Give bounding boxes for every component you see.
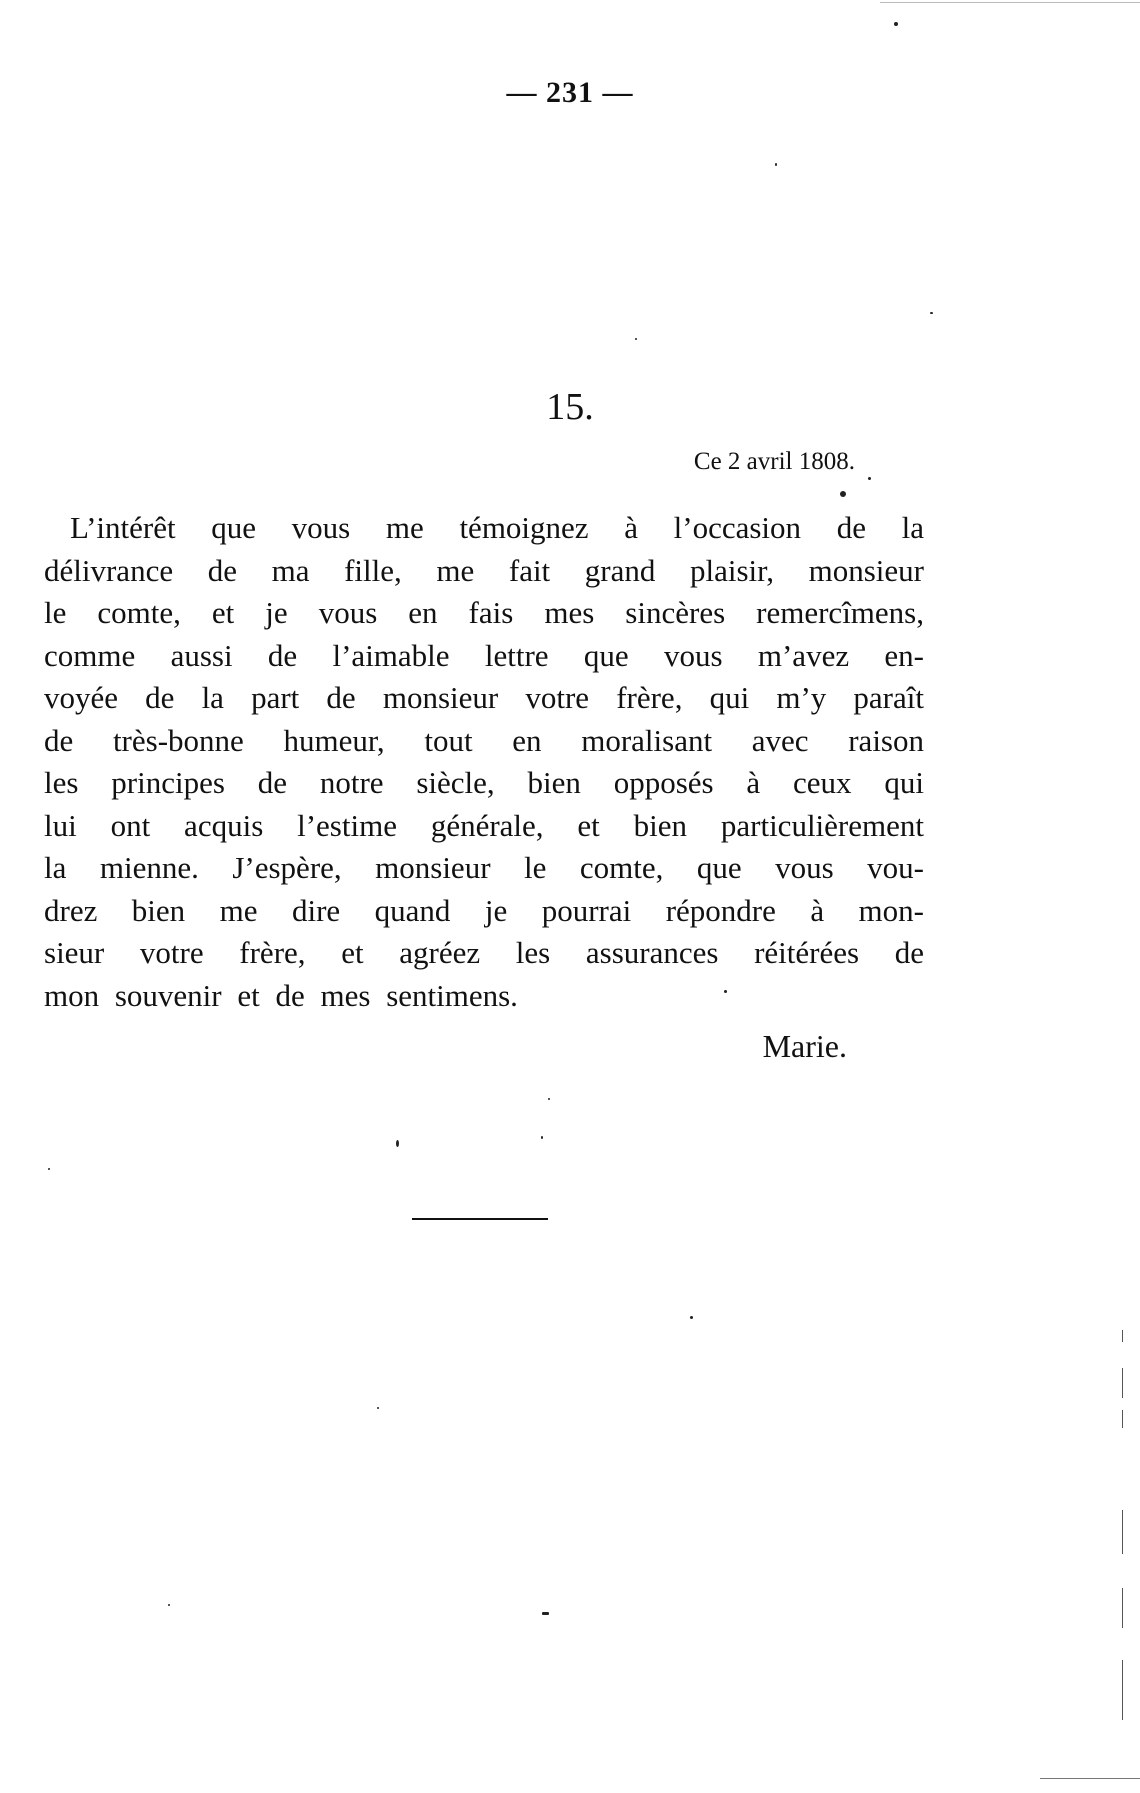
scan-speck — [548, 1098, 550, 1100]
scan-speck — [930, 312, 933, 314]
letter-line: les principes de notre siècle, bien opposés à ceux qui — [44, 765, 924, 800]
page-edge-mark — [1122, 1330, 1123, 1342]
letter-line: mon souvenir et de mes sentimens. — [44, 977, 518, 1013]
letter-line: la mienne. J’espère, monsieur le comte, que vous vou- — [44, 850, 924, 885]
scan-speck — [635, 338, 637, 340]
section-divider — [412, 1218, 548, 1220]
scan-speck — [775, 163, 777, 166]
scan-speck — [724, 990, 727, 993]
page-edge-mark — [1122, 1410, 1123, 1428]
page-edge-mark — [1122, 1368, 1123, 1398]
page-edge-mark — [1122, 1660, 1123, 1720]
page-edge-mark — [1040, 1778, 1140, 1779]
scan-speck — [840, 491, 846, 497]
scan-speck — [48, 1168, 50, 1170]
letter-line: voyée de la part de monsieur votre frère, qui m’y paraît — [44, 680, 924, 715]
scan-speck — [377, 1407, 379, 1409]
letter-line: drez bien me dire quand je pourrai répondre à mon- — [44, 892, 924, 928]
letter-line: lui ont acquis l’estime générale, et bien particulièrement — [44, 807, 924, 843]
letter-body — [44, 507, 924, 1017]
letter-number: 15. — [546, 386, 594, 428]
page-number: — 231 — — [506, 76, 634, 109]
scan-speck — [541, 1136, 543, 1139]
page-edge-mark — [1122, 1588, 1123, 1628]
scan-speck — [542, 1612, 549, 1615]
letter-line: sieur votre frère, et agréez les assurances réitérées de — [44, 935, 924, 970]
scan-speck — [894, 22, 898, 26]
signature: Marie. — [762, 1028, 847, 1064]
scan-speck — [690, 1316, 693, 1319]
letter-line: de très-bonne humeur, tout en moralisant avec raison — [44, 722, 924, 758]
scan-speck — [168, 1604, 170, 1606]
scan-speck — [868, 477, 871, 480]
letter-line: le comte, et je vous en fais mes sincères remercîmens, — [44, 595, 924, 630]
page-edge-mark — [1122, 1510, 1123, 1554]
dateline: Ce 2 avril 1808. — [693, 448, 855, 475]
scan-speck — [396, 1140, 399, 1147]
letter-line: comme aussi de l’aimable lettre que vous m’avez en- — [44, 637, 924, 673]
page-edge-mark — [880, 2, 1140, 3]
letter-line: délivrance de ma fille, me fait grand plaisir, monsieur — [44, 552, 924, 588]
letter-line: L’intérêt que vous me témoignez à l’occasion de la — [70, 510, 924, 545]
